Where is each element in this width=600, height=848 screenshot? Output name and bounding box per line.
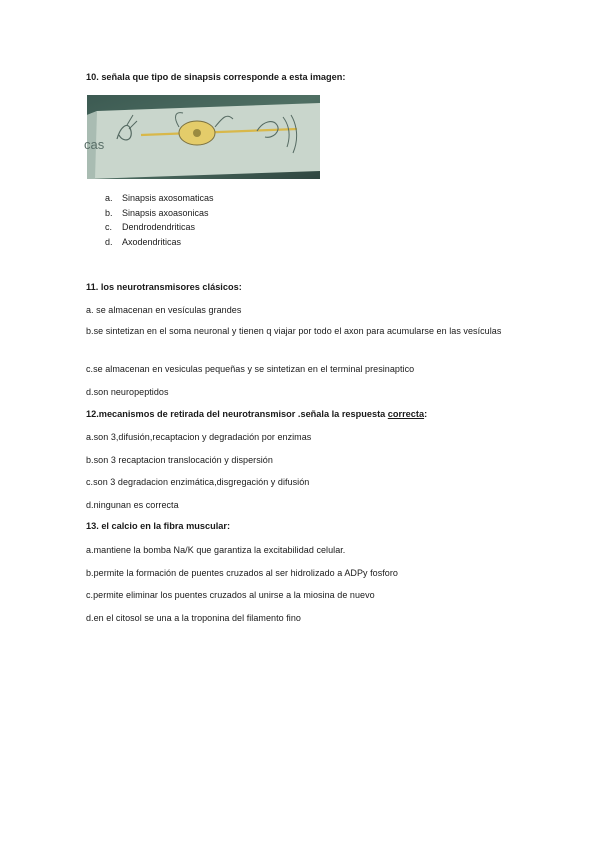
question-11-title: 11. los neurotransmisores clásicos: [86, 282, 242, 292]
q11-answer-a: a. se almacenan en vesículas grandes [86, 305, 242, 315]
q12-answer-d: d.ningunan es correcta [86, 500, 179, 510]
q10-option-c-letter: c. [105, 222, 113, 232]
q11-answer-c: c.se almacenan en vesiculas pequeñas y se sintetizan en el terminal presinaptico [86, 364, 415, 374]
q12-answer-c: c.son 3 degradacion enzimática,disgregación y difusión [86, 477, 310, 487]
q11-answer-d: d.son neuropeptidos [86, 387, 169, 397]
q12-title-underlined: correcta [387, 409, 425, 419]
q10-option-b [105, 208, 209, 218]
q12-answer-b: b.son 3 recaptacion translocación y dispersión [86, 455, 273, 465]
q11-answer-b: b.se sintetizan en el soma neuronal y tienen q viajar por todo el axon para acumularse en las vesículas [86, 326, 502, 336]
q10-option-d [105, 237, 181, 247]
question-10-title: 10. señala que tipo de sinapsis corresponde a esta imagen: [86, 72, 346, 82]
q10-option-a [105, 193, 214, 203]
q13-answer-d: d.en el citosol se una a la troponina del filamento fino [86, 613, 301, 623]
q10-option-a-text: Sinapsis axosomaticas [122, 193, 214, 203]
q10-option-b-text: Sinapsis axoasonicas [122, 208, 209, 218]
q13-answer-a: a.mantiene la bomba Na/K que garantiza la excitabilidad celular. [86, 545, 346, 555]
q10-option-c-text: Dendrodendriticas [122, 222, 196, 232]
q13-answer-c: c.permite eliminar los puentes cruzados al unirse a la miosina de nuevo [86, 590, 375, 600]
q12-title-end: : [424, 409, 428, 419]
q10-option-b-letter: b. [105, 208, 113, 218]
q10-option-d-letter: d. [105, 237, 113, 247]
q12-answer-a: a.son 3,difusión,recaptacion y degradación por enzimas [86, 432, 312, 442]
question-13-title: 13. el calcio en la fibra muscular: [86, 521, 230, 531]
question-12-title [86, 409, 427, 419]
q13-answer-b: b.permite la formación de puentes cruzados al ser hidrolizado a ADPy fosforo [86, 568, 398, 578]
q12-title-main: 12.mecanismos de retirada del neurotransmisor .señala la respuesta [86, 409, 388, 419]
photo-partial-text: cas [84, 137, 105, 152]
q10-option-c [105, 222, 195, 232]
synapse-photo-drawing [84, 95, 320, 179]
q10-option-d-text: Axodendriticas [122, 237, 182, 247]
q10-option-a-letter: a. [105, 193, 113, 203]
synapse-photo [84, 95, 320, 179]
